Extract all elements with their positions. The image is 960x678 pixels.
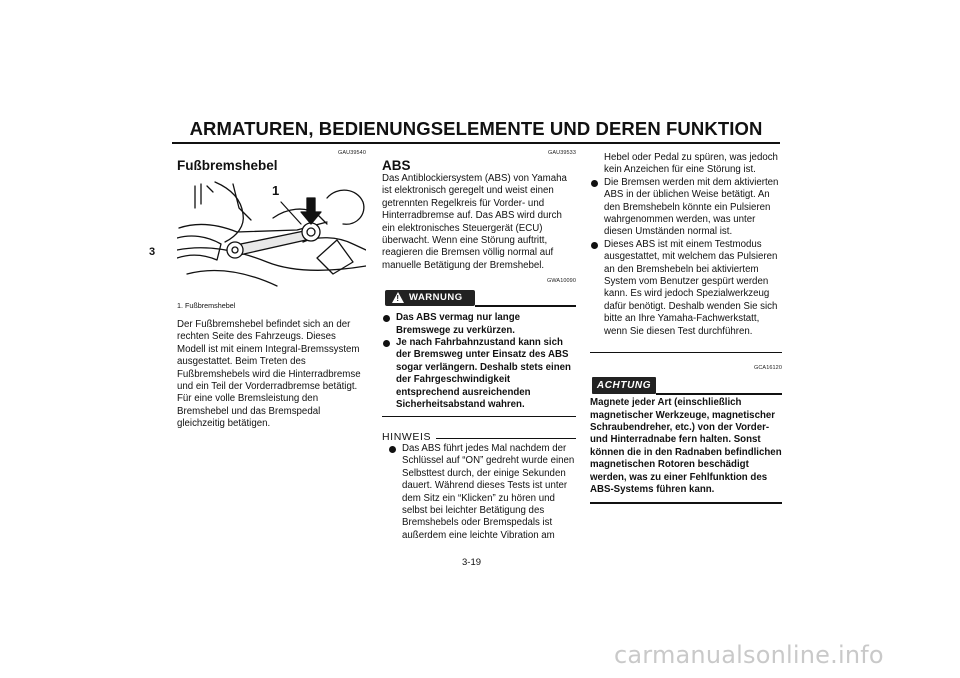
- column-abs: [382, 150, 576, 542]
- warning-code: GWA10090: [546, 278, 576, 285]
- bullet-icon: [383, 340, 390, 347]
- section-title-abs: ABS: [382, 158, 411, 173]
- achtung-badge: ACHTUNG: [592, 377, 656, 394]
- hinweis-header: [382, 427, 576, 443]
- warning-rule: [475, 305, 576, 307]
- warning-header: [382, 290, 576, 308]
- warning-item: Das ABS vermag nur lange Bremswege zu verkürzen.: [382, 312, 576, 337]
- exclamation-icon: !: [396, 294, 400, 304]
- achtung-text: Magnete jeder Art (einschließlich magnetischer Werkzeuge, magnetischer Schraubendreher, etc.) von der Vorder- und Hinterradnabe fern halten. Sonst können die in den Radnaben befindlichen magnetischen Rotoren beschädigt werden, was zu einer Fehlfunktion des ABS-Systems führen kann.: [590, 397, 782, 495]
- hinweis-bottom-rule: [590, 352, 782, 353]
- watermark: carmanualsonline.info: [614, 641, 884, 669]
- warning-item: Je nach Fahrbahnzustand kann sich der Bremsweg unter Einsatz des ABS sogar verlängern. Deshalb stets einen der Fahrgeschwindigkeit entsprechend ausreichenden Sicherheitsabstand wahren.: [382, 337, 576, 411]
- chapter-number: 3: [149, 246, 156, 258]
- hinweis-continuation: Hebel oder Pedal zu spüren, was jedoch kein Anzeichen für eine Störung ist.: [604, 152, 778, 176]
- bullet-icon: [591, 242, 598, 249]
- hinweis-label: HINWEIS: [382, 431, 432, 443]
- foot-brake-illustration: [177, 178, 366, 291]
- column-abs-continued: [590, 152, 782, 504]
- hinweis-item: Das ABS führt jedes Mal nachdem der Schlüssel auf “ON” gedreht wurde einen Selbsttest durch, der einige Sekunden dauert. Während dieses Tests ist unter dem Sitz ein “Klicken” zu hören und selbst bei leichter Betätigung des Bremshebels oder Bremspedals ist außerdem eine leichte Vibration am: [388, 443, 576, 542]
- warning-badge: [385, 290, 475, 306]
- figure-caption: 1. Fußbremshebel: [177, 301, 236, 310]
- bullet-icon: [591, 180, 598, 187]
- bullet-icon: [389, 446, 396, 453]
- hinweis-item: Die Bremsen werden mit dem aktivierten ABS in der üblichen Weise betätigt. An den Bremshebeln könnte ein Pulsieren wahrgenommen werden, was unter diesen Umständen normal ist.: [590, 177, 782, 239]
- bullet-icon: [383, 315, 390, 322]
- page-number: 3-19: [462, 557, 482, 568]
- achtung-code: GCA16120: [753, 365, 782, 372]
- column-foot-brake: [177, 150, 366, 431]
- hinweis-item: Dieses ABS ist mit einem Testmodus ausgestattet, mit welchem das Pulsieren an den Bremshebeln bei aktiviertem System vom Benutzer gespürt werden kann. Es wird jedoch Spezialwerkzeug dafür benötigt. Deshalb wenden Sie sich bitte an Ihre Yamaha-Fachwerkstatt, wenn Sie diesen Test durchführen.: [590, 239, 782, 338]
- header-rule: [172, 142, 780, 144]
- figure-callout: 1: [272, 183, 280, 198]
- warning-label: WARNUNG: [409, 292, 463, 304]
- achtung-bottom-rule: [590, 502, 782, 504]
- hinweis-list: [382, 443, 576, 542]
- page-header: [172, 118, 780, 140]
- achtung-rule: [656, 393, 782, 395]
- warning-bottom-rule: [382, 416, 576, 418]
- section-code: GAU39533: [547, 150, 576, 156]
- abs-text: Das Antiblockiersystem (ABS) von Yamaha ist elektronisch geregelt und weist einen getrennten Regelkreis für Vorder- und Hinterradbremse auf. Das ABS wird durch ein elektronisches Steuergerät (ECU) überwacht. Wenn eine Störung auftritt, reagieren die Bremsen völlig normal auf manuelle Betätigung der Bremshebel.: [382, 173, 567, 271]
- hinweis-rule: [436, 438, 576, 439]
- page-title: ARMATUREN, BEDIENUNGSELEMENTE UND DEREN FUNKTION: [189, 118, 763, 139]
- foot-brake-text: Der Fußbremshebel befindet sich an der rechten Seite des Fahrzeugs. Dieses Modell ist mit einem Integral-Bremssystem ausgestattet. Beim Treten des Fußbremshebels wird die Hinterradbremse und ein Teil der Vorderradbremse betätigt. Für eine volle Bremsleistung den Bremshebel und das Bremspedal gleichzeitig betätigen.: [177, 319, 361, 430]
- achtung-header: [590, 377, 782, 397]
- section-code: GAU39540: [337, 150, 366, 156]
- hinweis-list-continued: [590, 177, 782, 338]
- warning-list: [382, 312, 576, 411]
- section-title-foot-brake: Fußbremshebel: [177, 158, 278, 173]
